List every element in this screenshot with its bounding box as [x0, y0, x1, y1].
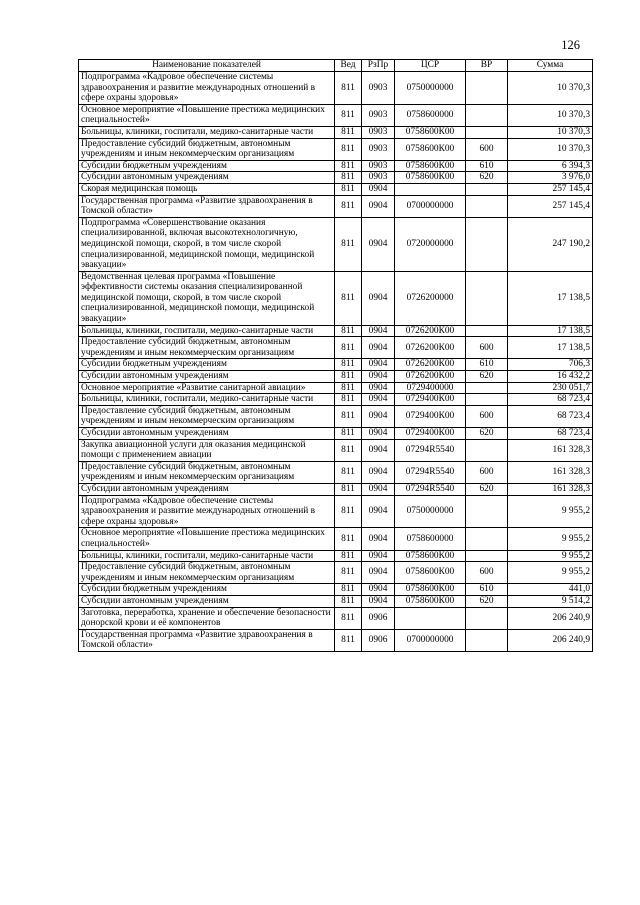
cell-csr: 0758600К00	[395, 562, 466, 584]
cell-csr: 0720000000	[395, 217, 466, 271]
cell-name: Субсидии бюджетным учреждениям	[79, 584, 335, 596]
cell-csr: 0758600000	[395, 104, 466, 126]
cell-sum: 17 138,5	[508, 271, 593, 325]
cell-ved: 811	[335, 371, 362, 383]
cell-csr: 0700000000	[395, 629, 466, 651]
cell-csr: 0750000000	[395, 72, 466, 105]
cell-ved: 811	[335, 217, 362, 271]
header-name: Наименование показателей	[79, 60, 335, 72]
cell-vr	[466, 217, 508, 271]
cell-csr: 07294R5540	[395, 461, 466, 483]
cell-vr	[466, 271, 508, 325]
table-row	[79, 172, 593, 184]
cell-sum: 257 145,4	[508, 183, 593, 195]
table-body	[79, 72, 593, 652]
table-row	[79, 183, 593, 195]
cell-sum: 9 514,2	[508, 595, 593, 607]
cell-rzpr: 0903	[362, 160, 395, 172]
table-row	[79, 495, 593, 528]
cell-csr: 0729400К00	[395, 394, 466, 406]
cell-csr: 0700000000	[395, 195, 466, 217]
cell-name: Субсидии автономным учреждениям	[79, 595, 335, 607]
cell-ved: 811	[335, 439, 362, 461]
cell-rzpr: 0904	[362, 562, 395, 584]
cell-sum: 68 723,4	[508, 394, 593, 406]
cell-ved: 811	[335, 72, 362, 105]
table-row	[79, 271, 593, 325]
cell-vr	[466, 126, 508, 138]
cell-rzpr: 0904	[362, 183, 395, 195]
cell-vr	[466, 195, 508, 217]
cell-name: Предоставление субсидий бюджетным, автономным учреждениям и иным некоммерческим организациям	[79, 461, 335, 483]
cell-csr: 0726200К00	[395, 371, 466, 383]
cell-ved: 811	[335, 271, 362, 325]
cell-sum: 247 190,2	[508, 217, 593, 271]
cell-sum: 206 240,9	[508, 629, 593, 651]
cell-vr	[466, 439, 508, 461]
cell-vr: 620	[466, 483, 508, 495]
cell-csr: 0726200К00	[395, 325, 466, 337]
cell-ved: 811	[335, 382, 362, 394]
table-row	[79, 584, 593, 596]
table-row	[79, 629, 593, 651]
cell-name: Закупка авиационной услуги для оказания медицинской помощи с применением авиации	[79, 439, 335, 461]
cell-name: Заготовка, переработка, хранение и обеспечение безопасности донорской крови и её компонентов	[79, 607, 335, 629]
cell-name: Подпрограмма «Кадровое обеспечение системы здравоохранения и развитие международных отношений в сфере охраны здоровья»	[79, 495, 335, 528]
cell-ved: 811	[335, 405, 362, 427]
cell-csr: 0726200К00	[395, 337, 466, 359]
cell-sum: 68 723,4	[508, 428, 593, 440]
header-sum: Сумма	[508, 60, 593, 72]
cell-rzpr: 0904	[362, 550, 395, 562]
table-row	[79, 337, 593, 359]
table-header-row	[79, 60, 593, 72]
cell-rzpr: 0906	[362, 629, 395, 651]
cell-rzpr: 0904	[362, 584, 395, 596]
cell-rzpr: 0904	[362, 483, 395, 495]
cell-vr: 620	[466, 172, 508, 184]
cell-name: Основное мероприятие «Развитие санитарной авиации»	[79, 382, 335, 394]
cell-sum: 6 394,3	[508, 160, 593, 172]
cell-rzpr: 0904	[362, 495, 395, 528]
cell-ved: 811	[335, 595, 362, 607]
cell-name: Предоставление субсидий бюджетным, автономным учреждениям и иным некоммерческим организациям	[79, 337, 335, 359]
cell-ved: 811	[335, 325, 362, 337]
cell-vr: 620	[466, 371, 508, 383]
cell-vr	[466, 183, 508, 195]
table-row	[79, 382, 593, 394]
cell-ved: 811	[335, 160, 362, 172]
cell-rzpr: 0903	[362, 172, 395, 184]
cell-name: Субсидии автономным учреждениям	[79, 172, 335, 184]
cell-name: Субсидии автономным учреждениям	[79, 371, 335, 383]
table-row	[79, 72, 593, 105]
cell-name: Субсидии бюджетным учреждениям	[79, 160, 335, 172]
cell-rzpr: 0904	[362, 195, 395, 217]
cell-csr: 0729400К00	[395, 405, 466, 427]
cell-csr: 0726200К00	[395, 359, 466, 371]
cell-rzpr: 0904	[362, 271, 395, 325]
cell-sum: 9 955,2	[508, 528, 593, 550]
cell-name: Основное мероприятие «Повышение престижа медицинских специальностей»	[79, 104, 335, 126]
cell-rzpr: 0903	[362, 72, 395, 105]
cell-rzpr: 0904	[362, 382, 395, 394]
cell-csr: 07294R5540	[395, 483, 466, 495]
cell-vr: 610	[466, 160, 508, 172]
cell-vr: 620	[466, 428, 508, 440]
cell-vr	[466, 394, 508, 406]
cell-rzpr: 0904	[362, 394, 395, 406]
cell-rzpr: 0903	[362, 126, 395, 138]
cell-vr	[466, 528, 508, 550]
cell-ved: 811	[335, 359, 362, 371]
table-row	[79, 550, 593, 562]
cell-rzpr: 0904	[362, 337, 395, 359]
cell-rzpr: 0904	[362, 595, 395, 607]
cell-sum: 161 328,3	[508, 461, 593, 483]
table-row	[79, 461, 593, 483]
cell-ved: 811	[335, 584, 362, 596]
cell-sum: 161 328,3	[508, 483, 593, 495]
table-row	[79, 195, 593, 217]
cell-ved: 811	[335, 183, 362, 195]
cell-csr: 0758600К00	[395, 172, 466, 184]
table-row	[79, 104, 593, 126]
cell-rzpr: 0903	[362, 138, 395, 160]
cell-vr: 600	[466, 562, 508, 584]
cell-sum: 3 976,0	[508, 172, 593, 184]
cell-name: Государственная программа «Развитие здравоохранения в Томской области»	[79, 195, 335, 217]
table-row	[79, 528, 593, 550]
cell-rzpr: 0903	[362, 104, 395, 126]
cell-name: Субсидии автономным учреждениям	[79, 428, 335, 440]
page-number: 126	[561, 38, 580, 52]
cell-name: Больницы, клиники, госпитали, медико-санитарные части	[79, 126, 335, 138]
cell-rzpr: 0904	[362, 325, 395, 337]
cell-csr: 0758600К00	[395, 595, 466, 607]
table-row	[79, 359, 593, 371]
cell-vr	[466, 629, 508, 651]
cell-name: Больницы, клиники, госпитали, медико-санитарные части	[79, 325, 335, 337]
cell-ved: 811	[335, 550, 362, 562]
table-row	[79, 439, 593, 461]
cell-csr: 0758600К00	[395, 126, 466, 138]
table-row	[79, 428, 593, 440]
cell-rzpr: 0904	[362, 405, 395, 427]
cell-vr: 610	[466, 359, 508, 371]
cell-sum: 10 370,3	[508, 138, 593, 160]
cell-sum: 230 051,7	[508, 382, 593, 394]
cell-vr	[466, 104, 508, 126]
table-row	[79, 483, 593, 495]
table-row	[79, 405, 593, 427]
table-row	[79, 160, 593, 172]
cell-vr: 600	[466, 337, 508, 359]
header-csr: ЦСР	[395, 60, 466, 72]
cell-sum: 17 138,5	[508, 337, 593, 359]
cell-ved: 811	[335, 104, 362, 126]
cell-sum: 706,3	[508, 359, 593, 371]
cell-name: Предоставление субсидий бюджетным, автономным учреждениям и иным некоммерческим организациям	[79, 138, 335, 160]
cell-vr	[466, 607, 508, 629]
cell-rzpr: 0904	[362, 528, 395, 550]
cell-sum: 441,0	[508, 584, 593, 596]
header-vr: ВР	[466, 60, 508, 72]
table-row	[79, 394, 593, 406]
cell-name: Основное мероприятие «Повышение престижа медицинских специальностей»	[79, 528, 335, 550]
cell-csr: 0758600К00	[395, 138, 466, 160]
table-row	[79, 562, 593, 584]
cell-name: Субсидии бюджетным учреждениям	[79, 359, 335, 371]
cell-name: Подпрограмма «Кадровое обеспечение системы здравоохранения и развитие международных отношений в сфере охраны здоровья»	[79, 72, 335, 105]
header-ved: Вед	[335, 60, 362, 72]
cell-name: Субсидии автономным учреждениям	[79, 483, 335, 495]
table-row	[79, 325, 593, 337]
cell-sum: 9 955,2	[508, 550, 593, 562]
cell-rzpr: 0904	[362, 217, 395, 271]
cell-sum: 17 138,5	[508, 325, 593, 337]
cell-vr	[466, 495, 508, 528]
cell-vr	[466, 72, 508, 105]
cell-vr	[466, 325, 508, 337]
cell-sum: 10 370,3	[508, 126, 593, 138]
cell-rzpr: 0904	[362, 371, 395, 383]
cell-vr: 600	[466, 461, 508, 483]
cell-vr	[466, 550, 508, 562]
cell-csr: 0758600000	[395, 528, 466, 550]
cell-vr: 620	[466, 595, 508, 607]
cell-name: Ведомственная целевая программа «Повышение эффективности системы оказания специализированной медицинской помощи, скорой, в том числе скорой специализированной, медицинской помощи, медицинской эвакуации»	[79, 271, 335, 325]
cell-csr: 0758600К00	[395, 550, 466, 562]
cell-name: Скорая медицинская помощь	[79, 183, 335, 195]
cell-name: Больницы, клиники, госпитали, медико-санитарные части	[79, 550, 335, 562]
cell-sum: 206 240,9	[508, 607, 593, 629]
cell-ved: 811	[335, 172, 362, 184]
cell-csr: 0729400000	[395, 382, 466, 394]
cell-ved: 811	[335, 126, 362, 138]
cell-ved: 811	[335, 428, 362, 440]
cell-ved: 811	[335, 394, 362, 406]
cell-ved: 811	[335, 195, 362, 217]
cell-vr: 600	[466, 405, 508, 427]
cell-sum: 9 955,2	[508, 495, 593, 528]
cell-rzpr: 0906	[362, 607, 395, 629]
cell-csr	[395, 183, 466, 195]
cell-csr: 07294R5540	[395, 439, 466, 461]
cell-name: Подпрограмма «Совершенствование оказания специализированной, включая высокотехнологичную, медицинской помощи, скорой, в том числе скорой специализированной, медицинской помощи, медицинской эвакуации»	[79, 217, 335, 271]
cell-sum: 16 432,2	[508, 371, 593, 383]
table-row	[79, 595, 593, 607]
cell-ved: 811	[335, 461, 362, 483]
cell-ved: 811	[335, 562, 362, 584]
cell-rzpr: 0904	[362, 461, 395, 483]
cell-rzpr: 0904	[362, 439, 395, 461]
cell-rzpr: 0904	[362, 359, 395, 371]
table-row	[79, 126, 593, 138]
cell-sum: 161 328,3	[508, 439, 593, 461]
cell-name: Больницы, клиники, госпитали, медико-санитарные части	[79, 394, 335, 406]
cell-csr: 0750000000	[395, 495, 466, 528]
table-row	[79, 138, 593, 160]
cell-csr: 0758600К00	[395, 160, 466, 172]
cell-name: Государственная программа «Развитие здравоохранения в Томской области»	[79, 629, 335, 651]
cell-sum: 68 723,4	[508, 405, 593, 427]
table-row	[79, 607, 593, 629]
table-row	[79, 217, 593, 271]
cell-csr	[395, 607, 466, 629]
cell-sum: 257 145,4	[508, 195, 593, 217]
cell-ved: 811	[335, 629, 362, 651]
header-rzpr: РзПр	[362, 60, 395, 72]
cell-ved: 811	[335, 138, 362, 160]
cell-vr: 600	[466, 138, 508, 160]
budget-table	[78, 59, 593, 652]
cell-ved: 811	[335, 607, 362, 629]
cell-ved: 811	[335, 495, 362, 528]
cell-ved: 811	[335, 528, 362, 550]
cell-rzpr: 0904	[362, 428, 395, 440]
cell-sum: 10 370,3	[508, 72, 593, 105]
cell-sum: 10 370,3	[508, 104, 593, 126]
cell-csr: 0758600К00	[395, 584, 466, 596]
table-row	[79, 371, 593, 383]
cell-vr: 610	[466, 584, 508, 596]
cell-csr: 0726200000	[395, 271, 466, 325]
cell-sum: 9 955,2	[508, 562, 593, 584]
cell-name: Предоставление субсидий бюджетным, автономным учреждениям и иным некоммерческим организациям	[79, 562, 335, 584]
cell-ved: 811	[335, 337, 362, 359]
cell-vr	[466, 382, 508, 394]
cell-name: Предоставление субсидий бюджетным, автономным учреждениям и иным некоммерческим организациям	[79, 405, 335, 427]
cell-csr: 0729400К00	[395, 428, 466, 440]
cell-ved: 811	[335, 483, 362, 495]
